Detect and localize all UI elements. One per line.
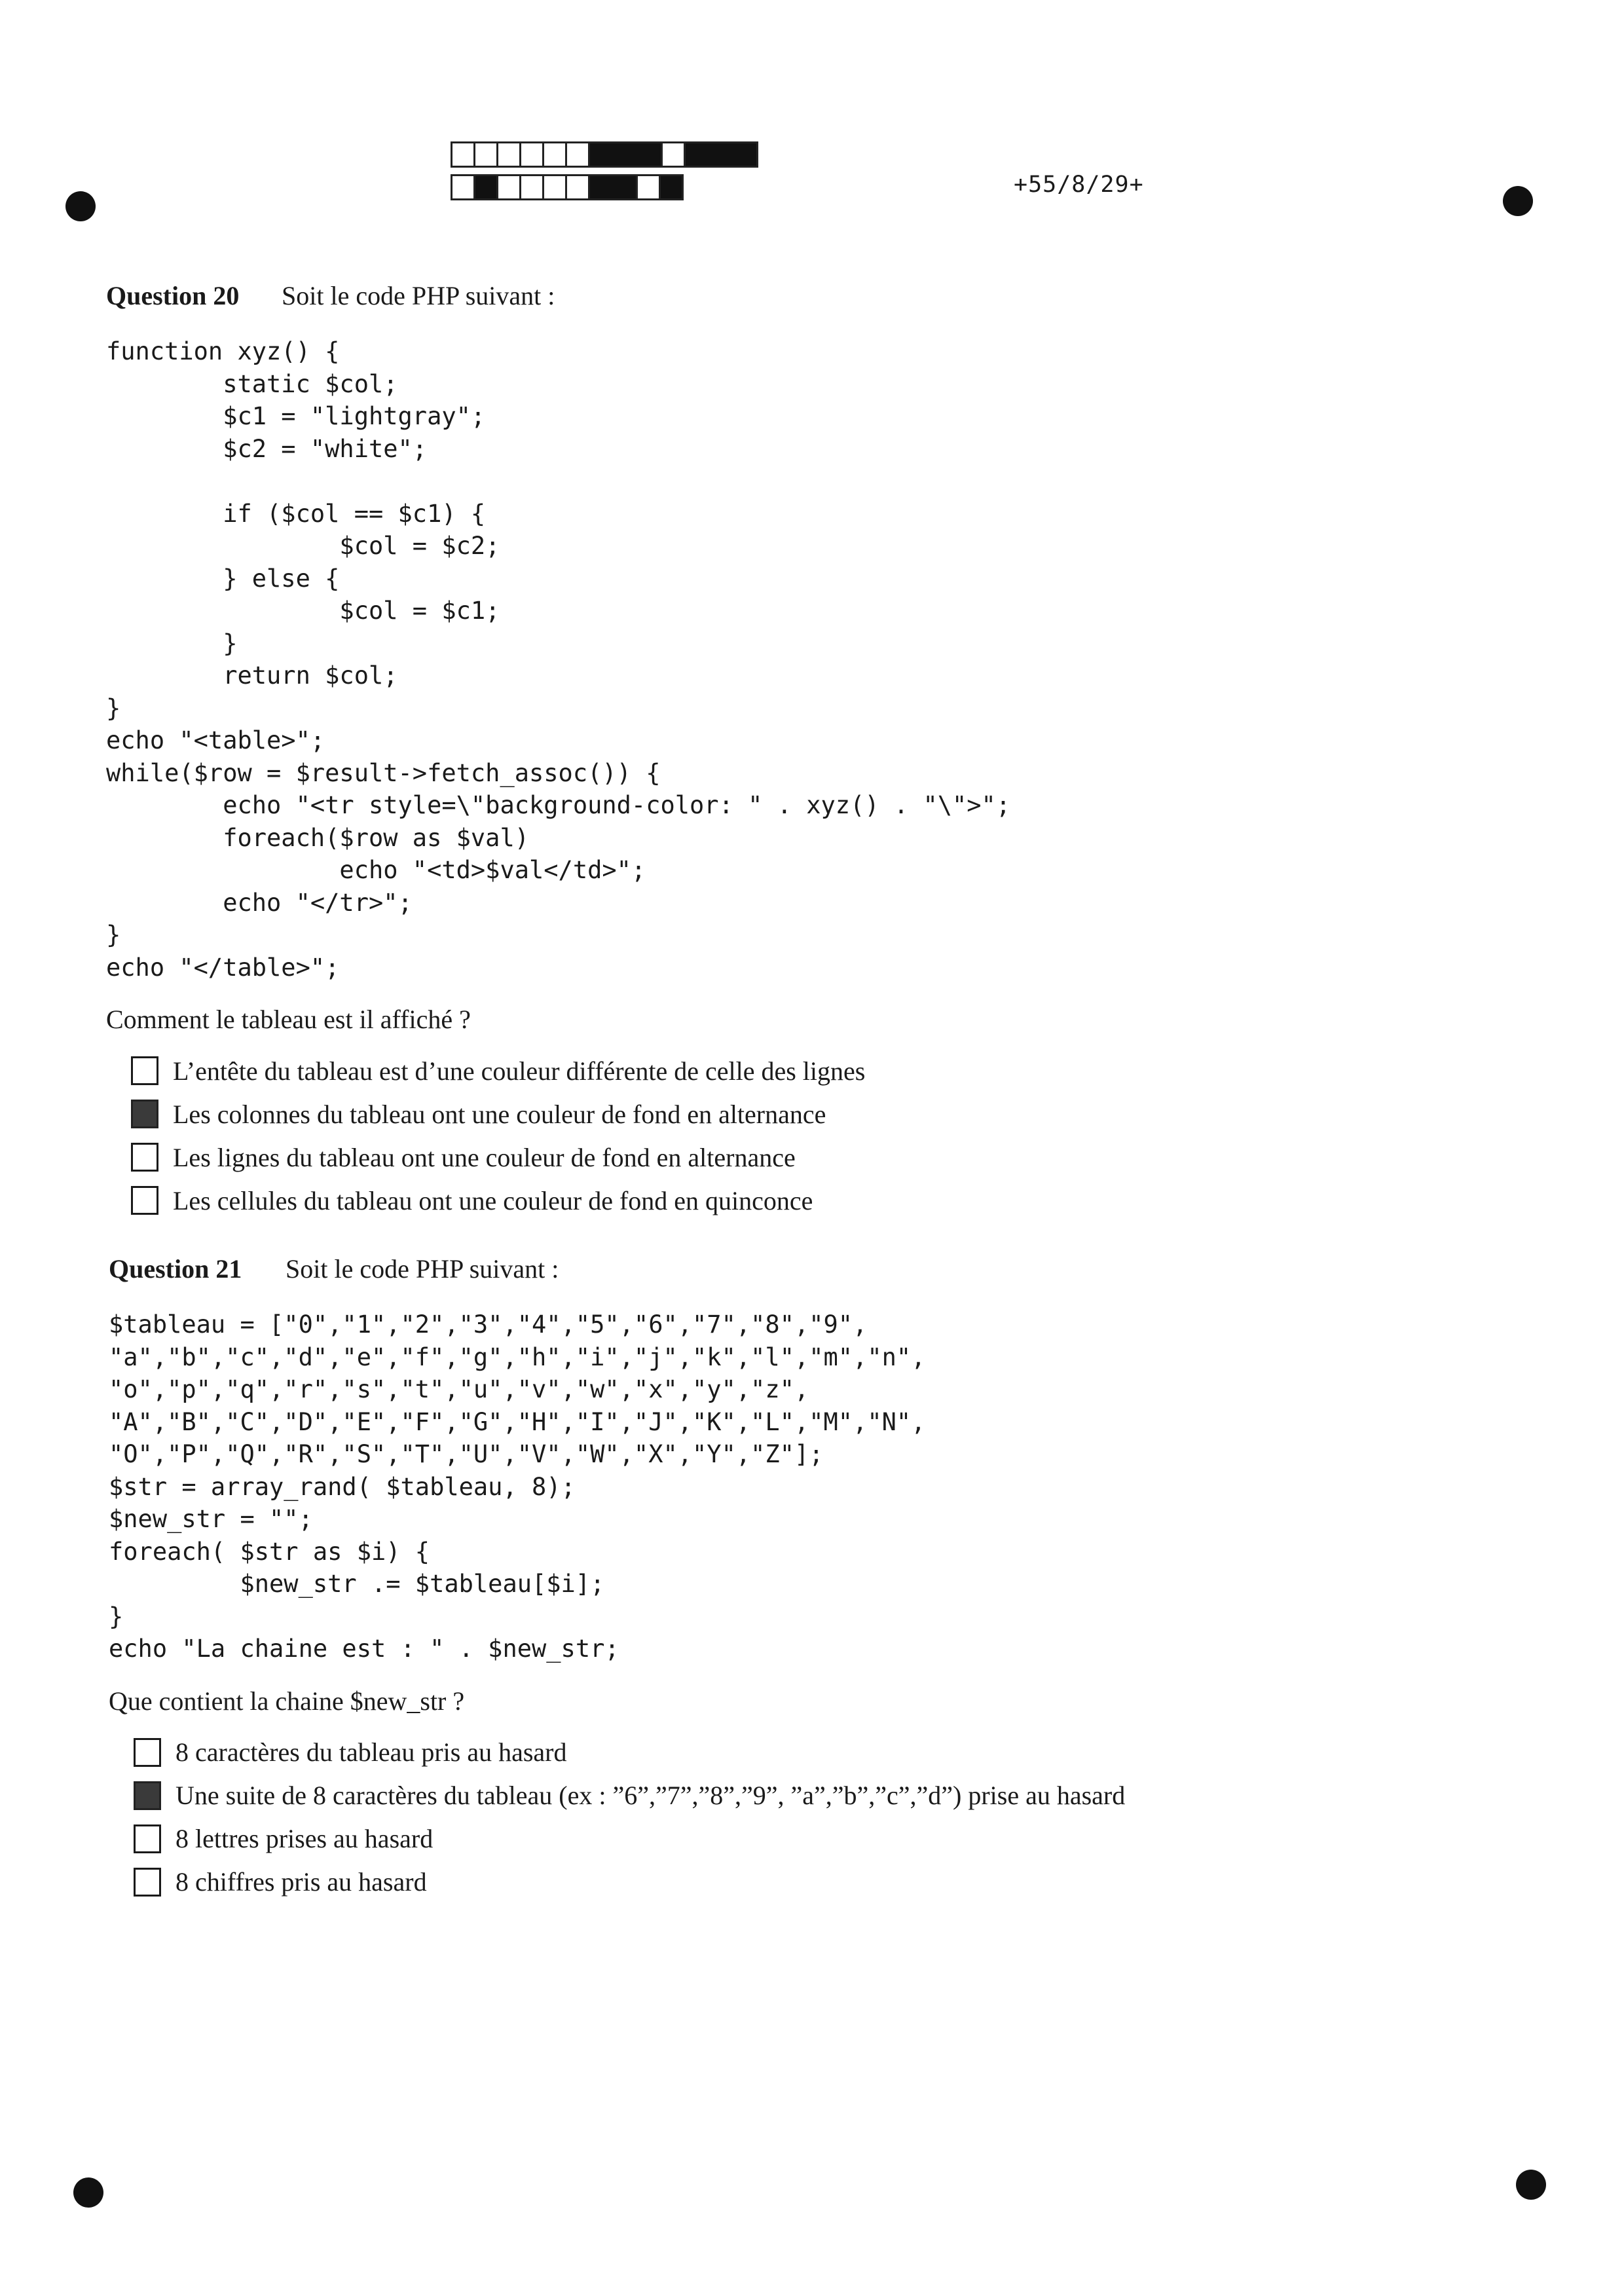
barcode-cell — [451, 141, 475, 168]
answer-option[interactable] — [131, 1179, 1416, 1222]
barcode-cell — [542, 174, 567, 200]
barcode-cell — [496, 141, 521, 168]
answer-label: Les cellules du tableau ont une couleur de fond en quinconce — [173, 1185, 813, 1215]
page-barcode — [451, 141, 760, 207]
question-21 — [109, 1248, 1418, 1904]
barcode-row — [451, 141, 760, 168]
answer-option[interactable] — [131, 1049, 1416, 1092]
registration-mark-bottom-left — [73, 2177, 103, 2208]
answer-label: L’entête du tableau est d’une couleur différente de celle des lignes — [173, 1056, 866, 1086]
answer-option[interactable] — [134, 1774, 1418, 1817]
answer-option[interactable] — [134, 1817, 1418, 1861]
answer-checkbox[interactable] — [131, 1056, 158, 1085]
answer-checkbox[interactable] — [134, 1738, 161, 1767]
answer-checkbox[interactable] — [131, 1186, 158, 1215]
registration-mark-top-left — [65, 191, 96, 221]
barcode-cell — [659, 174, 684, 200]
answer-option[interactable] — [134, 1731, 1418, 1774]
answer-label: Une suite de 8 caractères du tableau (ex : ”6”,”7”,”8”,”9”, ”a”,”b”,”c”,”d”) prise au hasard — [175, 1781, 1126, 1810]
question-20 — [106, 275, 1416, 1222]
question-prompt: Comment le tableau est il affiché ? — [106, 1005, 471, 1034]
barcode-cell — [473, 174, 498, 200]
barcode-cell — [588, 141, 663, 168]
barcode-cell — [542, 141, 567, 168]
registration-mark-top-right — [1503, 186, 1533, 216]
answer-option[interactable] — [131, 1136, 1416, 1179]
answer-option[interactable] — [131, 1092, 1416, 1136]
answer-label: Les lignes du tableau ont une couleur de fond en alternance — [173, 1142, 796, 1172]
php-code-block: function xyz() { static $col; $c1 = "lightgray"; $c2 = "white"; if ($col == $c1) { $col = $c2; } else { $col = $c1; } return $col; } echo "<table>"; while($row = $result->fetch_assoc()) { echo "<tr style=\"background-color: " . xyz() . "\">"; foreach($row as $val) echo "<td>$val</td>"; echo "</tr>"; } echo "</table>"; — [106, 337, 1011, 982]
question-header — [109, 1248, 1418, 1290]
question-intro: Soit le code PHP suivant : — [286, 1254, 559, 1284]
barcode-cell — [519, 141, 544, 168]
answer-checkbox[interactable] — [134, 1824, 161, 1853]
barcode-cell — [565, 174, 590, 200]
answer-checkbox[interactable] — [134, 1868, 161, 1897]
page-code: +55/8/29+ — [1014, 172, 1144, 198]
barcode-cell — [588, 174, 638, 200]
answer-checkbox[interactable] — [131, 1143, 158, 1172]
answer-options — [134, 1731, 1418, 1904]
answer-label: 8 caractères du tableau pris au hasard — [175, 1737, 567, 1767]
registration-mark-bottom-right — [1516, 2170, 1546, 2200]
barcode-cell — [473, 141, 498, 168]
question-header — [106, 275, 1416, 317]
question-prompt: Que contient la chaine $new_str ? — [109, 1686, 465, 1716]
barcode-cell — [451, 174, 475, 200]
barcode-cell — [684, 141, 758, 168]
question-intro: Soit le code PHP suivant : — [282, 281, 555, 310]
barcode-row — [451, 174, 760, 200]
barcode-cell — [565, 141, 590, 168]
answer-option[interactable] — [134, 1861, 1418, 1904]
barcode-cell — [519, 174, 544, 200]
answer-label: 8 chiffres pris au hasard — [175, 1867, 427, 1897]
answer-checkbox[interactable] — [134, 1781, 161, 1810]
answer-options — [131, 1049, 1416, 1222]
answer-checkbox[interactable] — [131, 1100, 158, 1128]
barcode-cell — [661, 141, 686, 168]
barcode-cell — [496, 174, 521, 200]
php-code-block: $tableau = ["0","1","2","3","4","5","6","7","8","9", "a","b","c","d","e","f","g","h","i","j","k","l","m","n", "o","p","q","r","s","t","u","v","w","x","y","z", "A","B","C","D","E","F","G","H","I","J","K","L","M","N", "O","P","Q","R","S","T","U","V","W","X","Y","Z"]; $str = array_rand( $tableau, 8); $new_str = ""; foreach( $str as $i) { $new_str .= $tableau[$i]; } echo "La chaine est : " . $new_str; — [109, 1310, 926, 1663]
answer-label: Les colonnes du tableau ont une couleur de fond en alternance — [173, 1099, 826, 1129]
question-number: Question 21 — [109, 1254, 242, 1284]
answer-label: 8 lettres prises au hasard — [175, 1824, 434, 1853]
barcode-cell — [636, 174, 661, 200]
question-number: Question 20 — [106, 281, 240, 310]
